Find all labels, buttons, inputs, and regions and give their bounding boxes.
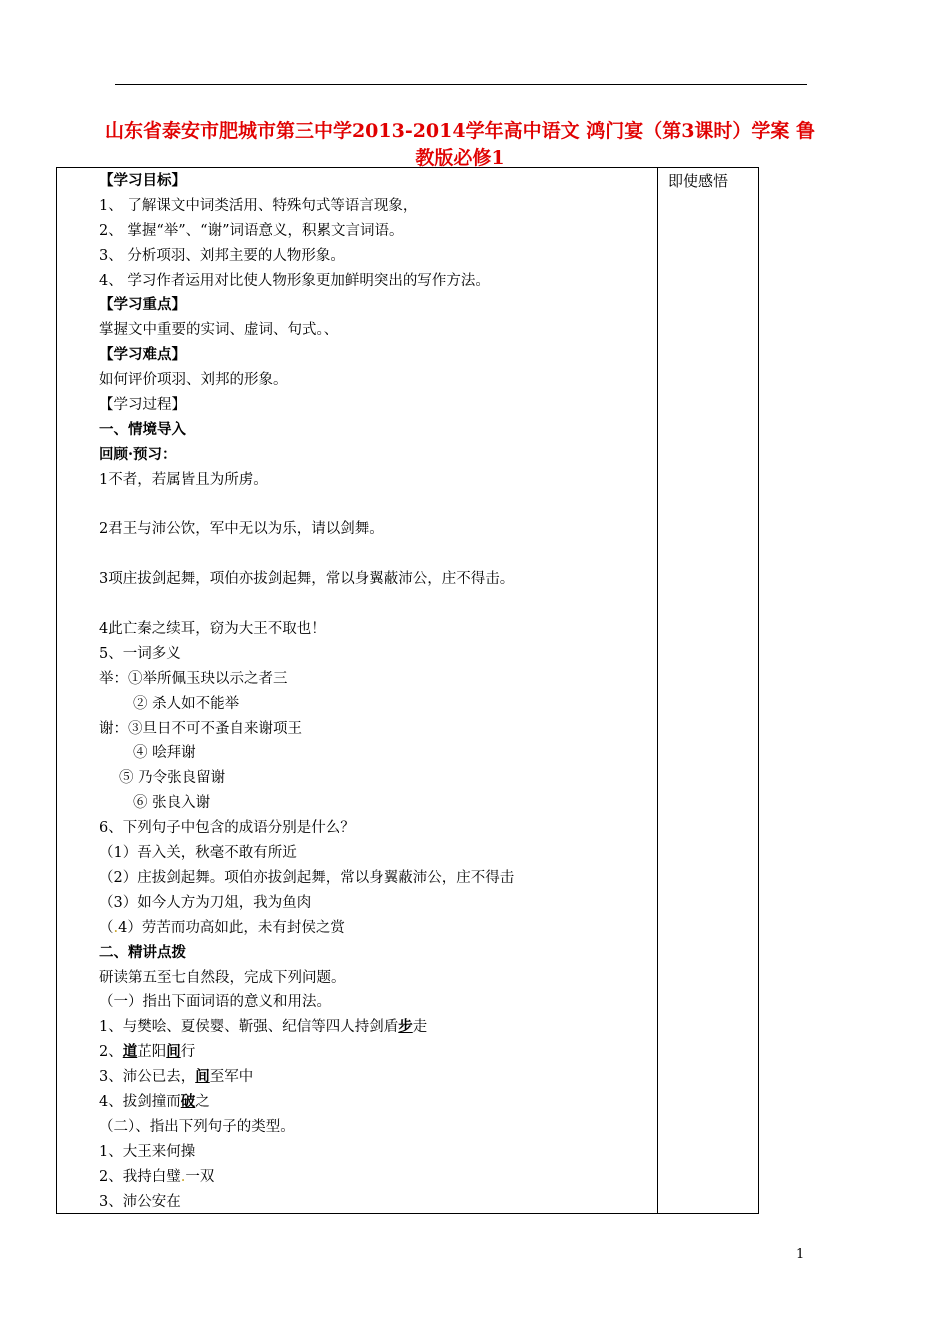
idiom-open-paren: （ bbox=[99, 919, 114, 936]
idiom-item: （1）吾入关，秋毫不敢有所近 bbox=[99, 845, 297, 862]
underlined-word: 间 bbox=[166, 1043, 181, 1061]
word-usage-item bbox=[99, 1090, 651, 1115]
idiom-text: 4）劳苦而功高如此，未有封侯之赏 bbox=[118, 919, 345, 936]
word-usage-item bbox=[99, 1065, 651, 1090]
underlined-word: 间 bbox=[195, 1068, 210, 1086]
item-text: 芷阳 bbox=[137, 1044, 167, 1061]
study-intro: 研读第五至七自然段，完成下列问题。 bbox=[99, 969, 346, 986]
item-text: 走 bbox=[412, 1019, 428, 1036]
idiom-heading: 6、下列句子中包含的成语分别是什么？ bbox=[99, 820, 355, 837]
item-text: 2、 bbox=[99, 1044, 123, 1061]
idiom-item: （3）如今人方为刀俎，我为鱼肉 bbox=[99, 894, 312, 911]
item-text: 3、沛公已去， bbox=[99, 1069, 196, 1086]
review-item: 4此亡秦之续耳，窃为大王不取也！ bbox=[99, 621, 326, 638]
idiom-item: （2）庄拔剑起舞。项伯亦拔剑起舞，常以身翼蔽沛公，庄不得击 bbox=[99, 869, 515, 886]
main-column bbox=[99, 169, 651, 1214]
item-text: 行 bbox=[180, 1044, 196, 1061]
sentence-item: 1、大王来何操 bbox=[99, 1143, 196, 1160]
goal-item: 4、 学习作者运用对比使人物形象更加鲜明突出的写作方法。 bbox=[99, 272, 490, 289]
goal-item: 1、 了解课文中词类活用、特殊句式等语言现象， bbox=[99, 197, 418, 214]
item-text: 至军中 bbox=[209, 1069, 254, 1086]
item-text: 1、与樊哙、夏侯婴、靳强、纪信等四人持剑盾 bbox=[99, 1019, 399, 1036]
polysemy-heading: 5、一词多义 bbox=[99, 645, 181, 662]
page-number: 1 bbox=[796, 1247, 805, 1262]
review-item: 3项庄拔剑起舞，项伯亦拔剑起舞，常以身翼蔽沛公，庄不得击。 bbox=[99, 571, 515, 588]
polysemy-xie-item: ⑥ 张良入谢 bbox=[133, 795, 211, 812]
goals-heading: 【学习目标】 bbox=[99, 172, 186, 189]
answer-space bbox=[99, 592, 651, 617]
polysemy-xie-item: 谢：③旦日不可不蚤自来谢项王 bbox=[99, 720, 302, 737]
polysemy-ju-item: ② 杀人如不能举 bbox=[133, 695, 240, 712]
side-column-label: 即使感悟 bbox=[668, 172, 729, 190]
section2-heading: 二、精讲点拨 bbox=[99, 943, 186, 961]
review-item: 2君王与沛公饮，军中无以为乐，请以剑舞。 bbox=[99, 521, 384, 538]
polysemy-xie-item: ⑤ 乃令张良留谢 bbox=[119, 770, 226, 787]
answer-space bbox=[99, 542, 651, 567]
idiom-item bbox=[99, 916, 651, 941]
column-divider bbox=[657, 167, 658, 1214]
item-text: 2、我持白璧 bbox=[99, 1168, 181, 1185]
key-text: 掌握文中重要的实词、虚词、句式。、 bbox=[99, 322, 339, 339]
sentence-item bbox=[99, 1165, 651, 1190]
underlined-word: 步 bbox=[398, 1018, 413, 1036]
word-usage-item bbox=[99, 1015, 651, 1040]
polysemy-xie-item: ④ 哙拜谢 bbox=[133, 745, 196, 762]
item-text: 4、拔剑撞而 bbox=[99, 1093, 181, 1110]
goal-item: 3、 分析项羽、刘邦主要的人物形象。 bbox=[99, 247, 345, 264]
difficulty-heading: 【学习难点】 bbox=[99, 346, 186, 364]
polysemy-ju-item: 举：①举所佩玉玦以示之者三 bbox=[99, 670, 288, 687]
emphasis-dot: . bbox=[180, 1168, 186, 1185]
answer-space bbox=[99, 493, 651, 518]
document-title: 山东省泰安市肥城市第三中学2013-2014学年高中语文 鸿门宴（第3课时）学案 鲁教版必修1 bbox=[104, 120, 816, 169]
word-usage-item bbox=[99, 1040, 651, 1065]
review-item: 1不者，若属皆且为所虏。 bbox=[99, 471, 268, 488]
part2-heading: （二）、指出下列句子的类型。 bbox=[99, 1118, 295, 1135]
sentence-item: 3、沛公安在 bbox=[99, 1193, 181, 1210]
process-heading: 【学习过程】 bbox=[99, 397, 186, 414]
review-heading: 回顾·预习： bbox=[99, 445, 177, 463]
goal-item: 2、 掌握“举”、“谢”词语意义，积累文言词语。 bbox=[99, 222, 404, 239]
underlined-word: 破 bbox=[180, 1092, 196, 1110]
section1-heading: 一、情境导入 bbox=[99, 420, 186, 438]
key-heading: 【学习重点】 bbox=[99, 296, 186, 314]
item-text: 一双 bbox=[185, 1168, 215, 1185]
emphasis-dot: . bbox=[113, 919, 119, 936]
header-rule bbox=[115, 84, 807, 85]
part1-heading: （一）指出下面词语的意义和用法。 bbox=[99, 994, 331, 1011]
item-text: 之 bbox=[195, 1093, 210, 1110]
difficulty-text: 如何评价项羽、刘邦的形象。 bbox=[99, 372, 288, 389]
underlined-word: 道 bbox=[122, 1043, 138, 1061]
